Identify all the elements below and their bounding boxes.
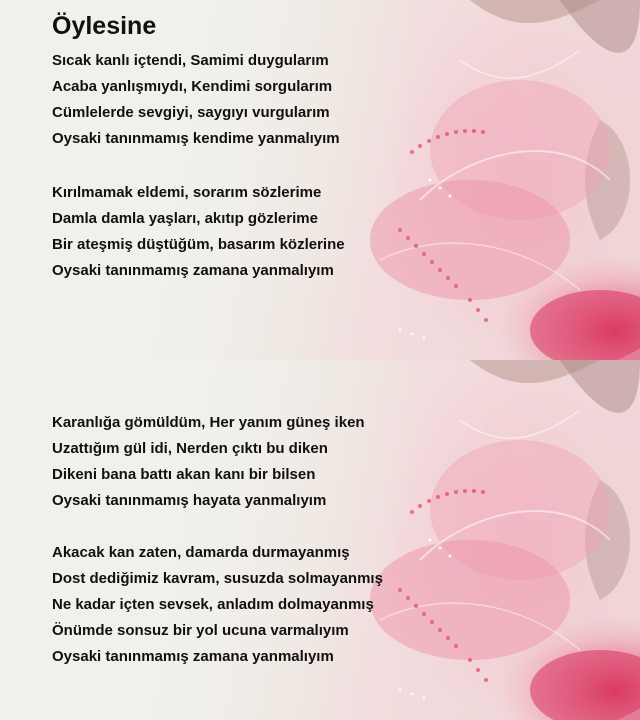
poem-line: Akacak kan zaten, damarda durmayanmış (52, 544, 350, 561)
stanza-4 (52, 540, 383, 670)
poem-line: Oysaki tanınmamış zamana yanmalıyım (52, 262, 334, 279)
poem-line: Oysaki tanınmamış kendime yanmalıyım (52, 130, 340, 147)
poem-line: Acaba yanlışmıydı, Kendimi sorgularım (52, 78, 333, 95)
poem-line: Oysaki tanınmamış zamana yanmalıyım (52, 648, 334, 665)
poem-line: Damla damla yaşları, akıtıp gözlerime (52, 210, 318, 227)
poem-line: Kırılmamak eldemi, sorarım sözlerime (52, 184, 322, 201)
poem-panel-bottom (0, 360, 640, 720)
poem-line: Önümde sonsuz bir yol ucuna varmalıyım (52, 622, 349, 639)
poem-line: Karanlığa gömüldüm, Her yanım güneş iken (52, 414, 365, 431)
stanza-1 (52, 48, 340, 152)
stanza-3 (52, 410, 365, 514)
poem-line: Cümlelerde sevgiyi, saygıyı vurgularım (52, 104, 330, 121)
stanza-2 (52, 180, 345, 284)
poem-line: Dikeni bana battı akan kanı bir bilsen (52, 466, 316, 483)
poem-line: Ne kadar içten sevsek, anladım dolmayanmış (52, 596, 374, 613)
poem-line: Bir ateşmiş düştüğüm, basarım közlerine (52, 236, 345, 253)
poem-line: Sıcak kanlı içtendi, Samimi duygularım (52, 52, 329, 69)
poem-title: Öylesine (52, 12, 157, 40)
poem-line: Oysaki tanınmamış hayata yanmalıyım (52, 492, 327, 509)
poem-line: Dost dediğimiz kavram, susuzda solmayanmış (52, 570, 383, 587)
poem-line: Uzattığım gül idi, Nerden çıktı bu diken (52, 440, 328, 457)
